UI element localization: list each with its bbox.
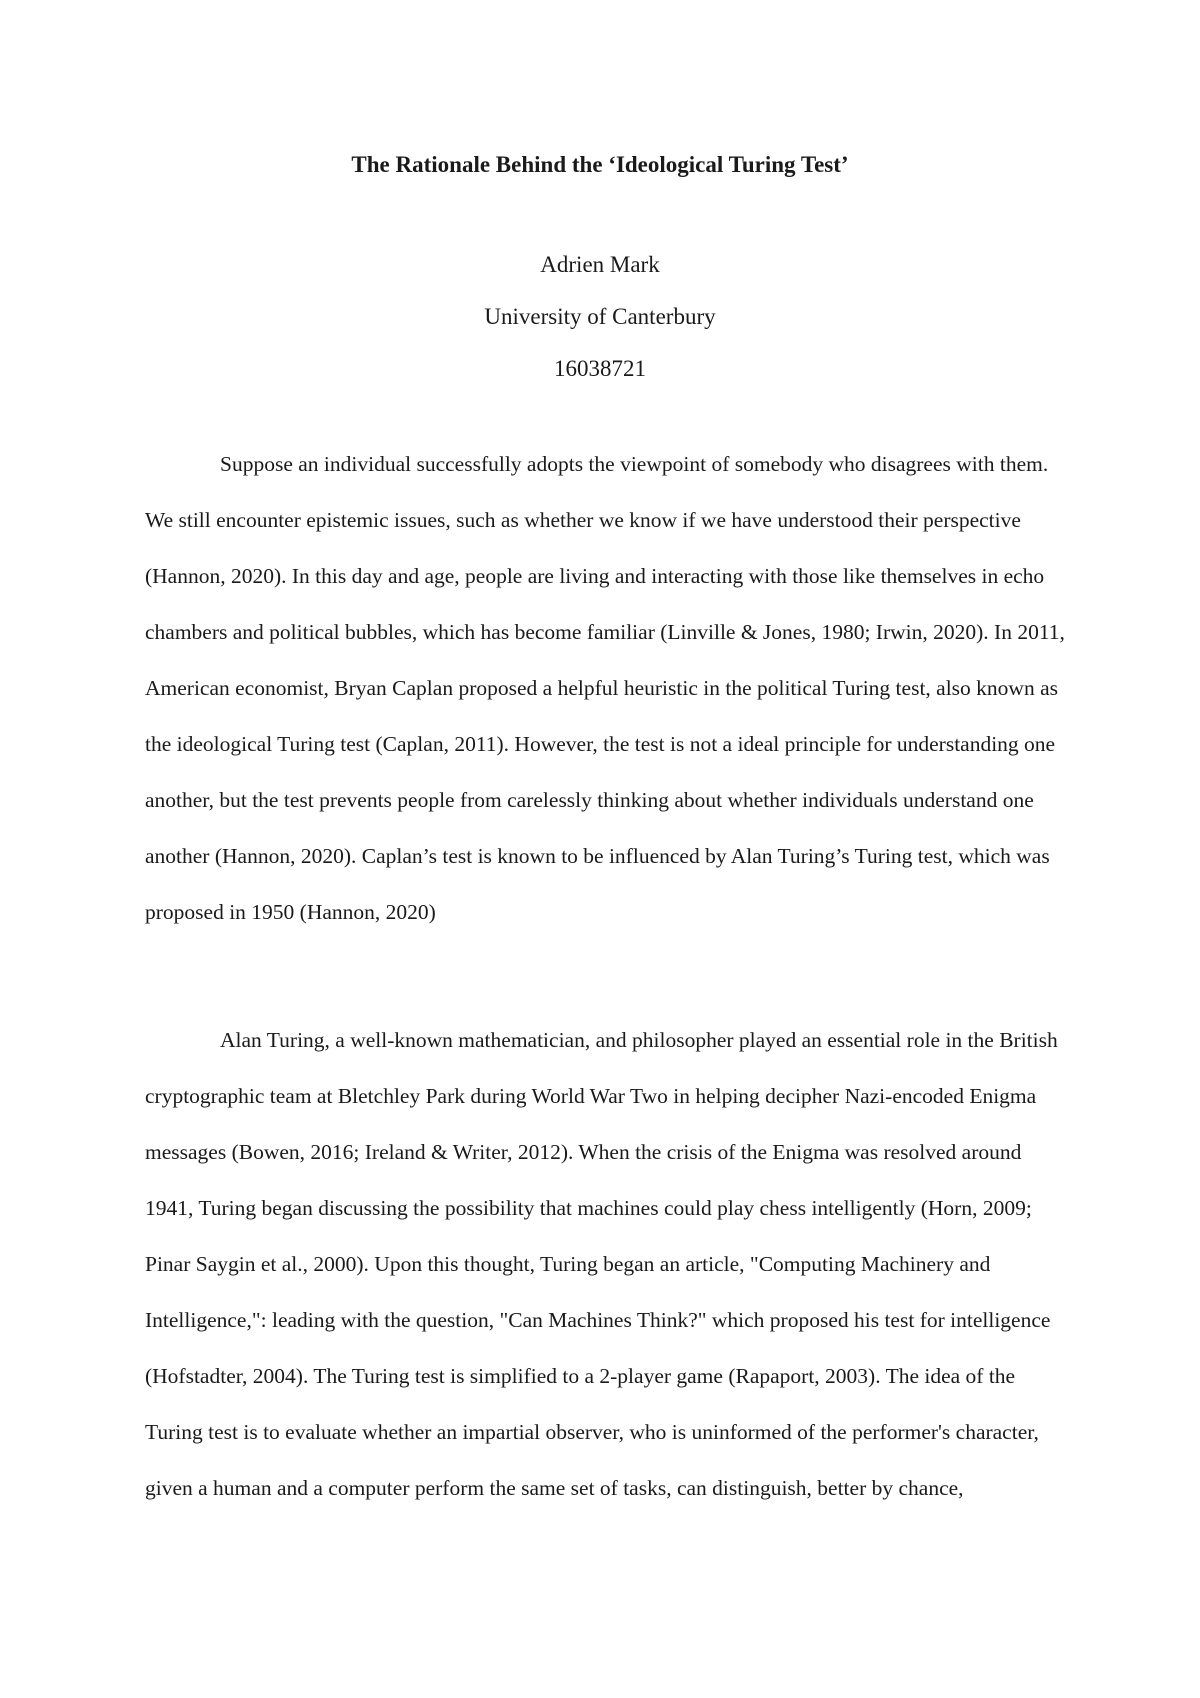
student-id: 16038721 — [554, 356, 646, 381]
author-affiliation: University of Canterbury — [484, 304, 716, 329]
author-name: Adrien Mark — [540, 252, 660, 277]
body-paragraph-2: Alan Turing, a well-known mathematician, and philosopher played an essential role in the British cryptographic team at Bletchley Park during World War Two in helping decipher Nazi-encoded Enigma messages (Bowen, 2016; Ireland & Writer, 2012). When the crisis of the Enigma was resolved around 1941, Turing began discussing the possibility that machines could play chess intelligently (Horn, 2009; Pinar Saygin et al., 2000). Upon this thought, Turing began an article, "Computing Machinery and Intelligence,": leading with the question, "Can Machines Think?" which proposed his test for intelligence (Hofstadter, 2004). The Turing test is simplified to a 2-player game (Rapaport, 2003). The idea of the Turing test is to evaluate whether an impartial observer, who is uninformed of the performer's character, given a human and a computer perform the same set of tasks, can distinguish, better by chance, — [145, 1028, 1058, 1500]
page-title: The Rationale Behind the ‘Ideological Turing Test’ — [351, 152, 849, 177]
body-paragraph-1: Suppose an individual successfully adopts the viewpoint of somebody who disagrees with them. We still encounter epistemic issues, such as whether we know if we have understood their perspective (Hannon, 2020). In this day and age, people are living and interacting with those like themselves in echo chambers and political bubbles, which has become familiar (Linville & Jones, 1980; Irwin, 2020). In 2011, American economist, Bryan Caplan proposed a helpful heuristic in the political Turing test, also known as the ideological Turing test (Caplan, 2011). However, the test is not a ideal principle for understanding one another, but the test prevents people from carelessly thinking about whether individuals understand one another (Hannon, 2020). Caplan’s test is known to be influenced by Alan Turing’s Turing test, which was proposed in 1950 (Hannon, 2020) — [145, 452, 1065, 924]
